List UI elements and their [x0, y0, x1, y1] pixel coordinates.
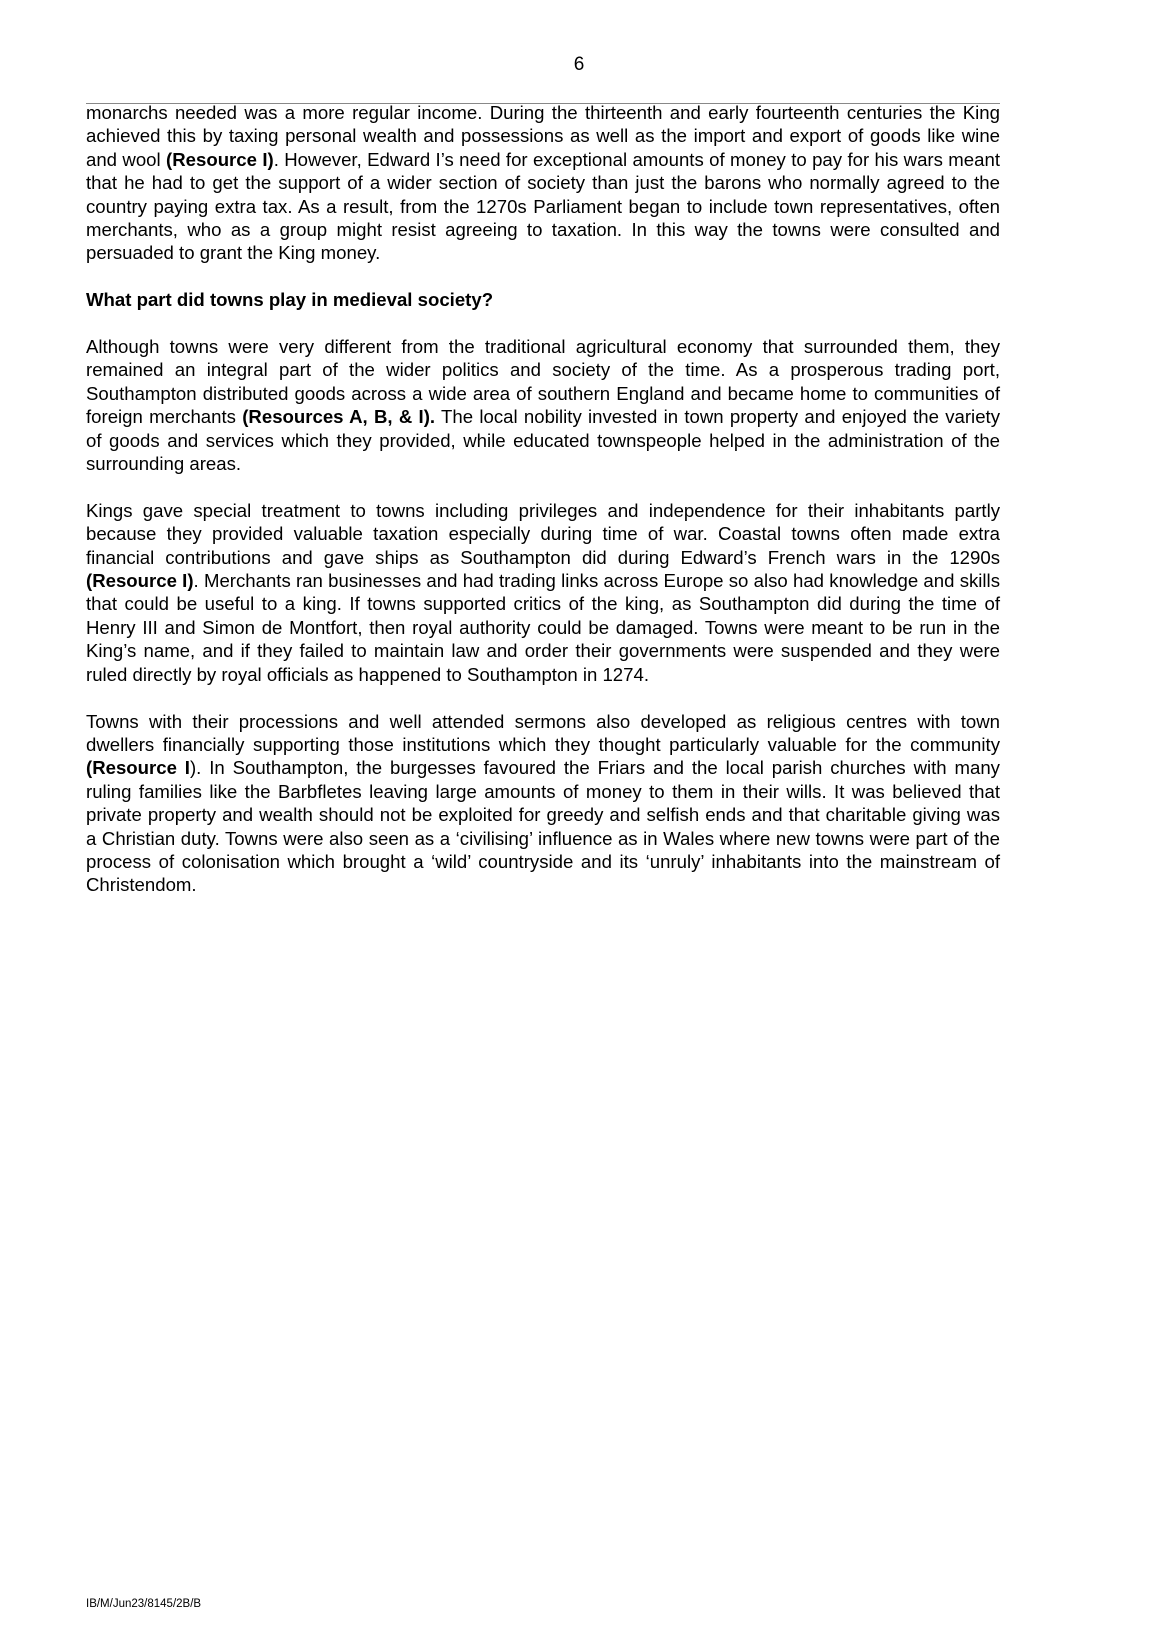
- resource-reference: (Resources A, B, & I).: [242, 406, 436, 428]
- paragraph-religion: [86, 710, 1000, 897]
- text: . Merchants ran businesses and had trading links across Europe so also had knowledge and skills that could be useful to a king. If towns supported critics of the king, as Southampton did during the time of Henry III and Simon de Montfort, then royal authority could be damaged. Towns were meant to be run in the King’s name, and if they failed to maintain law and order their governments were suspended and they were ruled directly by royal officials as happened to Southampton in 1274.: [86, 570, 1000, 685]
- section-heading: What part did towns play in medieval society?: [86, 289, 494, 311]
- text: Although towns were very different from the traditional agricultural economy that surrounded them, they remained an integral part of the wider politics and society of the time. As a prosperous trading port, Southampton distributed goods across a wide area of southern England and became home to communities of foreign merchants: [86, 336, 1000, 428]
- text: ). In Southampton, the burgesses favoured the Friars and the local parish churches with many ruling families like the Barbfletes leaving large amounts of money to them in their wills. It was believed that private property and wealth should not be exploited for greedy and selfish ends and that charitable giving was a Christian duty. Towns were also seen as a ‘civilising’ influence as in Wales where new towns were part of the process of colonisation which brought a ‘wild’ countryside and its ‘unruly’ inhabitants into the mainstream of Christendom.: [86, 757, 1000, 896]
- text: Towns with their processions and well attended sermons also developed as religious centres with town dwellers financially supporting those institutions which they thought particularly valuable for the community: [86, 710, 1000, 755]
- paragraph-integral-part: [86, 335, 1000, 475]
- paragraph-kings: [86, 499, 1000, 686]
- resource-reference: (Resource I): [166, 148, 274, 170]
- text: Kings gave special treatment to towns including privileges and independence for their inhabitants partly because they provided valuable taxation especially during time of war. Coastal towns often made extra financial contributions and gave ships as Southampton did during Edward’s French wars in the 1290s: [86, 499, 1000, 568]
- page-number: 6: [573, 54, 585, 75]
- resource-reference: (Resource I: [86, 757, 190, 779]
- paragraph-taxation: [86, 101, 1000, 265]
- resource-reference: (Resource I): [86, 570, 194, 592]
- text: . However, Edward I’s need for exceptional amounts of money to pay for his wars meant that he had to get the support of a wider section of society than just the barons who normally agreed to the country paying extra tax. As a result, from the 1270s Parliament began to include town representatives, often merchants, who as a group might resist agreeing to taxation. In this way the towns were consulted and persuaded to grant the King money.: [86, 148, 1000, 264]
- text: The local nobility invested in town property and enjoyed the variety of goods and services which they provided, while educated townspeople helped in the administration of the surrounding areas.: [86, 406, 1000, 475]
- text: monarchs needed was a more regular income. During the thirteenth and early fourteenth centuries the King achieved this by taxing personal wealth and possessions as well as the import and export of goods like wine and wool: [86, 102, 1000, 170]
- document-reference-code: IB/M/Jun23/8145/2B/B: [86, 1598, 202, 1610]
- document-body: [86, 101, 1000, 920]
